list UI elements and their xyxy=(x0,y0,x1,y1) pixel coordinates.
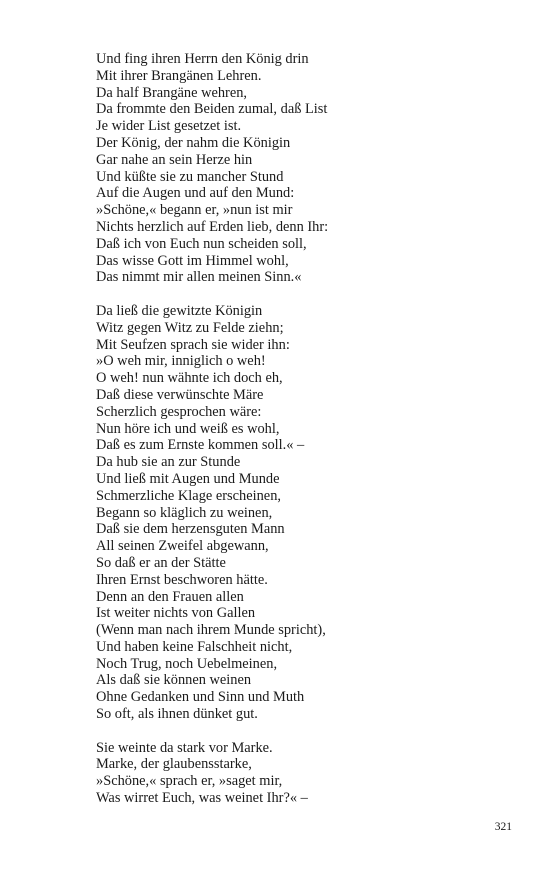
poem-line: Nun höre ich und weiß es wohl, xyxy=(96,420,280,437)
poem-line: Und küßte sie zu mancher Stund xyxy=(96,168,284,185)
poem-line: Je wider List gesetzet ist. xyxy=(96,118,242,135)
poem-line: Als daß sie können weinen xyxy=(96,672,252,689)
poem-line: Mit Seufzen sprach sie wider ihn: xyxy=(96,336,290,353)
poem-line: Nichts herzlich auf Erden lieb, denn Ihr: xyxy=(96,218,329,235)
poem-line: Ihren Ernst beschworen hätte. xyxy=(96,571,268,588)
poem-line: Daß diese verwünschte Märe xyxy=(96,386,264,403)
poem-line: So daß er an der Stätte xyxy=(96,554,226,571)
poem-line: Gar nahe an sein Herze hin xyxy=(96,151,253,168)
poem-line: Und fing ihren Herrn den König drin xyxy=(96,51,309,67)
poem-line: Ist weiter nichts von Gallen xyxy=(96,605,256,622)
poem-line: Da half Brangäne wehren, xyxy=(96,84,248,101)
poem-line: Daß ich von Euch nun scheiden soll, xyxy=(96,235,307,252)
poem-line: Da ließ die gewitzte Königin xyxy=(96,302,263,319)
poem-line: Marke, der glaubensstarke, xyxy=(96,756,252,773)
stanza xyxy=(96,740,516,807)
poem-line: Was wirret Euch, was weinet Ihr?« – xyxy=(96,790,308,807)
poem-line: Das wisse Gott im Himmel wohl, xyxy=(96,252,289,269)
poem-line: Und haben keine Falschheit nicht, xyxy=(96,638,293,655)
page-number: 321 xyxy=(494,821,512,833)
poem-line: Scherzlich gesprochen wäre: xyxy=(96,403,262,420)
poem-line: Begann so kläglich zu weinen, xyxy=(96,504,273,521)
poem-line: »O weh mir, inniglich o weh! xyxy=(96,353,266,370)
poem-line: Daß sie dem herzensguten Mann xyxy=(96,521,285,538)
poem-line: »Schöne,« sprach er, »saget mir, xyxy=(96,773,283,790)
poem-line: (Wenn man nach ihrem Munde spricht), xyxy=(96,622,326,639)
poem-line: Witz gegen Witz zu Felde ziehn; xyxy=(96,319,284,336)
poem-line: Daß es zum Ernste kommen soll.« – xyxy=(96,437,305,454)
poem-line: Ohne Gedanken und Sinn und Muth xyxy=(96,689,305,706)
stanza xyxy=(96,303,516,723)
poem-line: Schmerzliche Klage erscheinen, xyxy=(96,487,281,504)
poem-line: Das nimmt mir allen meinen Sinn.« xyxy=(96,269,302,286)
poem-line: O weh! nun wähnte ich doch eh, xyxy=(96,370,283,387)
poem-line: Sie weinte da stark vor Marke. xyxy=(96,739,273,756)
poem-line: Mit ihrer Brangänen Lehren. xyxy=(96,67,262,84)
poem-line: All seinen Zweifel abgewann, xyxy=(96,538,269,555)
poem-text xyxy=(96,51,516,824)
poem-line: So oft, als ihnen dünket gut. xyxy=(96,706,258,723)
poem-line: Da frommte den Beiden zumal, daß List xyxy=(96,101,328,118)
poem-line: Der König, der nahm die Königin xyxy=(96,134,291,151)
poem-line: Da hub sie an zur Stunde xyxy=(96,454,241,471)
poem-line: »Schöne,« begann er, »nun ist mir xyxy=(96,202,293,219)
poem-line: Noch Trug, noch Uebelmeinen, xyxy=(96,655,278,672)
stanza xyxy=(96,51,516,286)
poem-line: Und ließ mit Augen und Munde xyxy=(96,470,280,487)
poem-line: Auf die Augen und auf den Mund: xyxy=(96,185,295,202)
poem-line: Denn an den Frauen allen xyxy=(96,588,244,605)
